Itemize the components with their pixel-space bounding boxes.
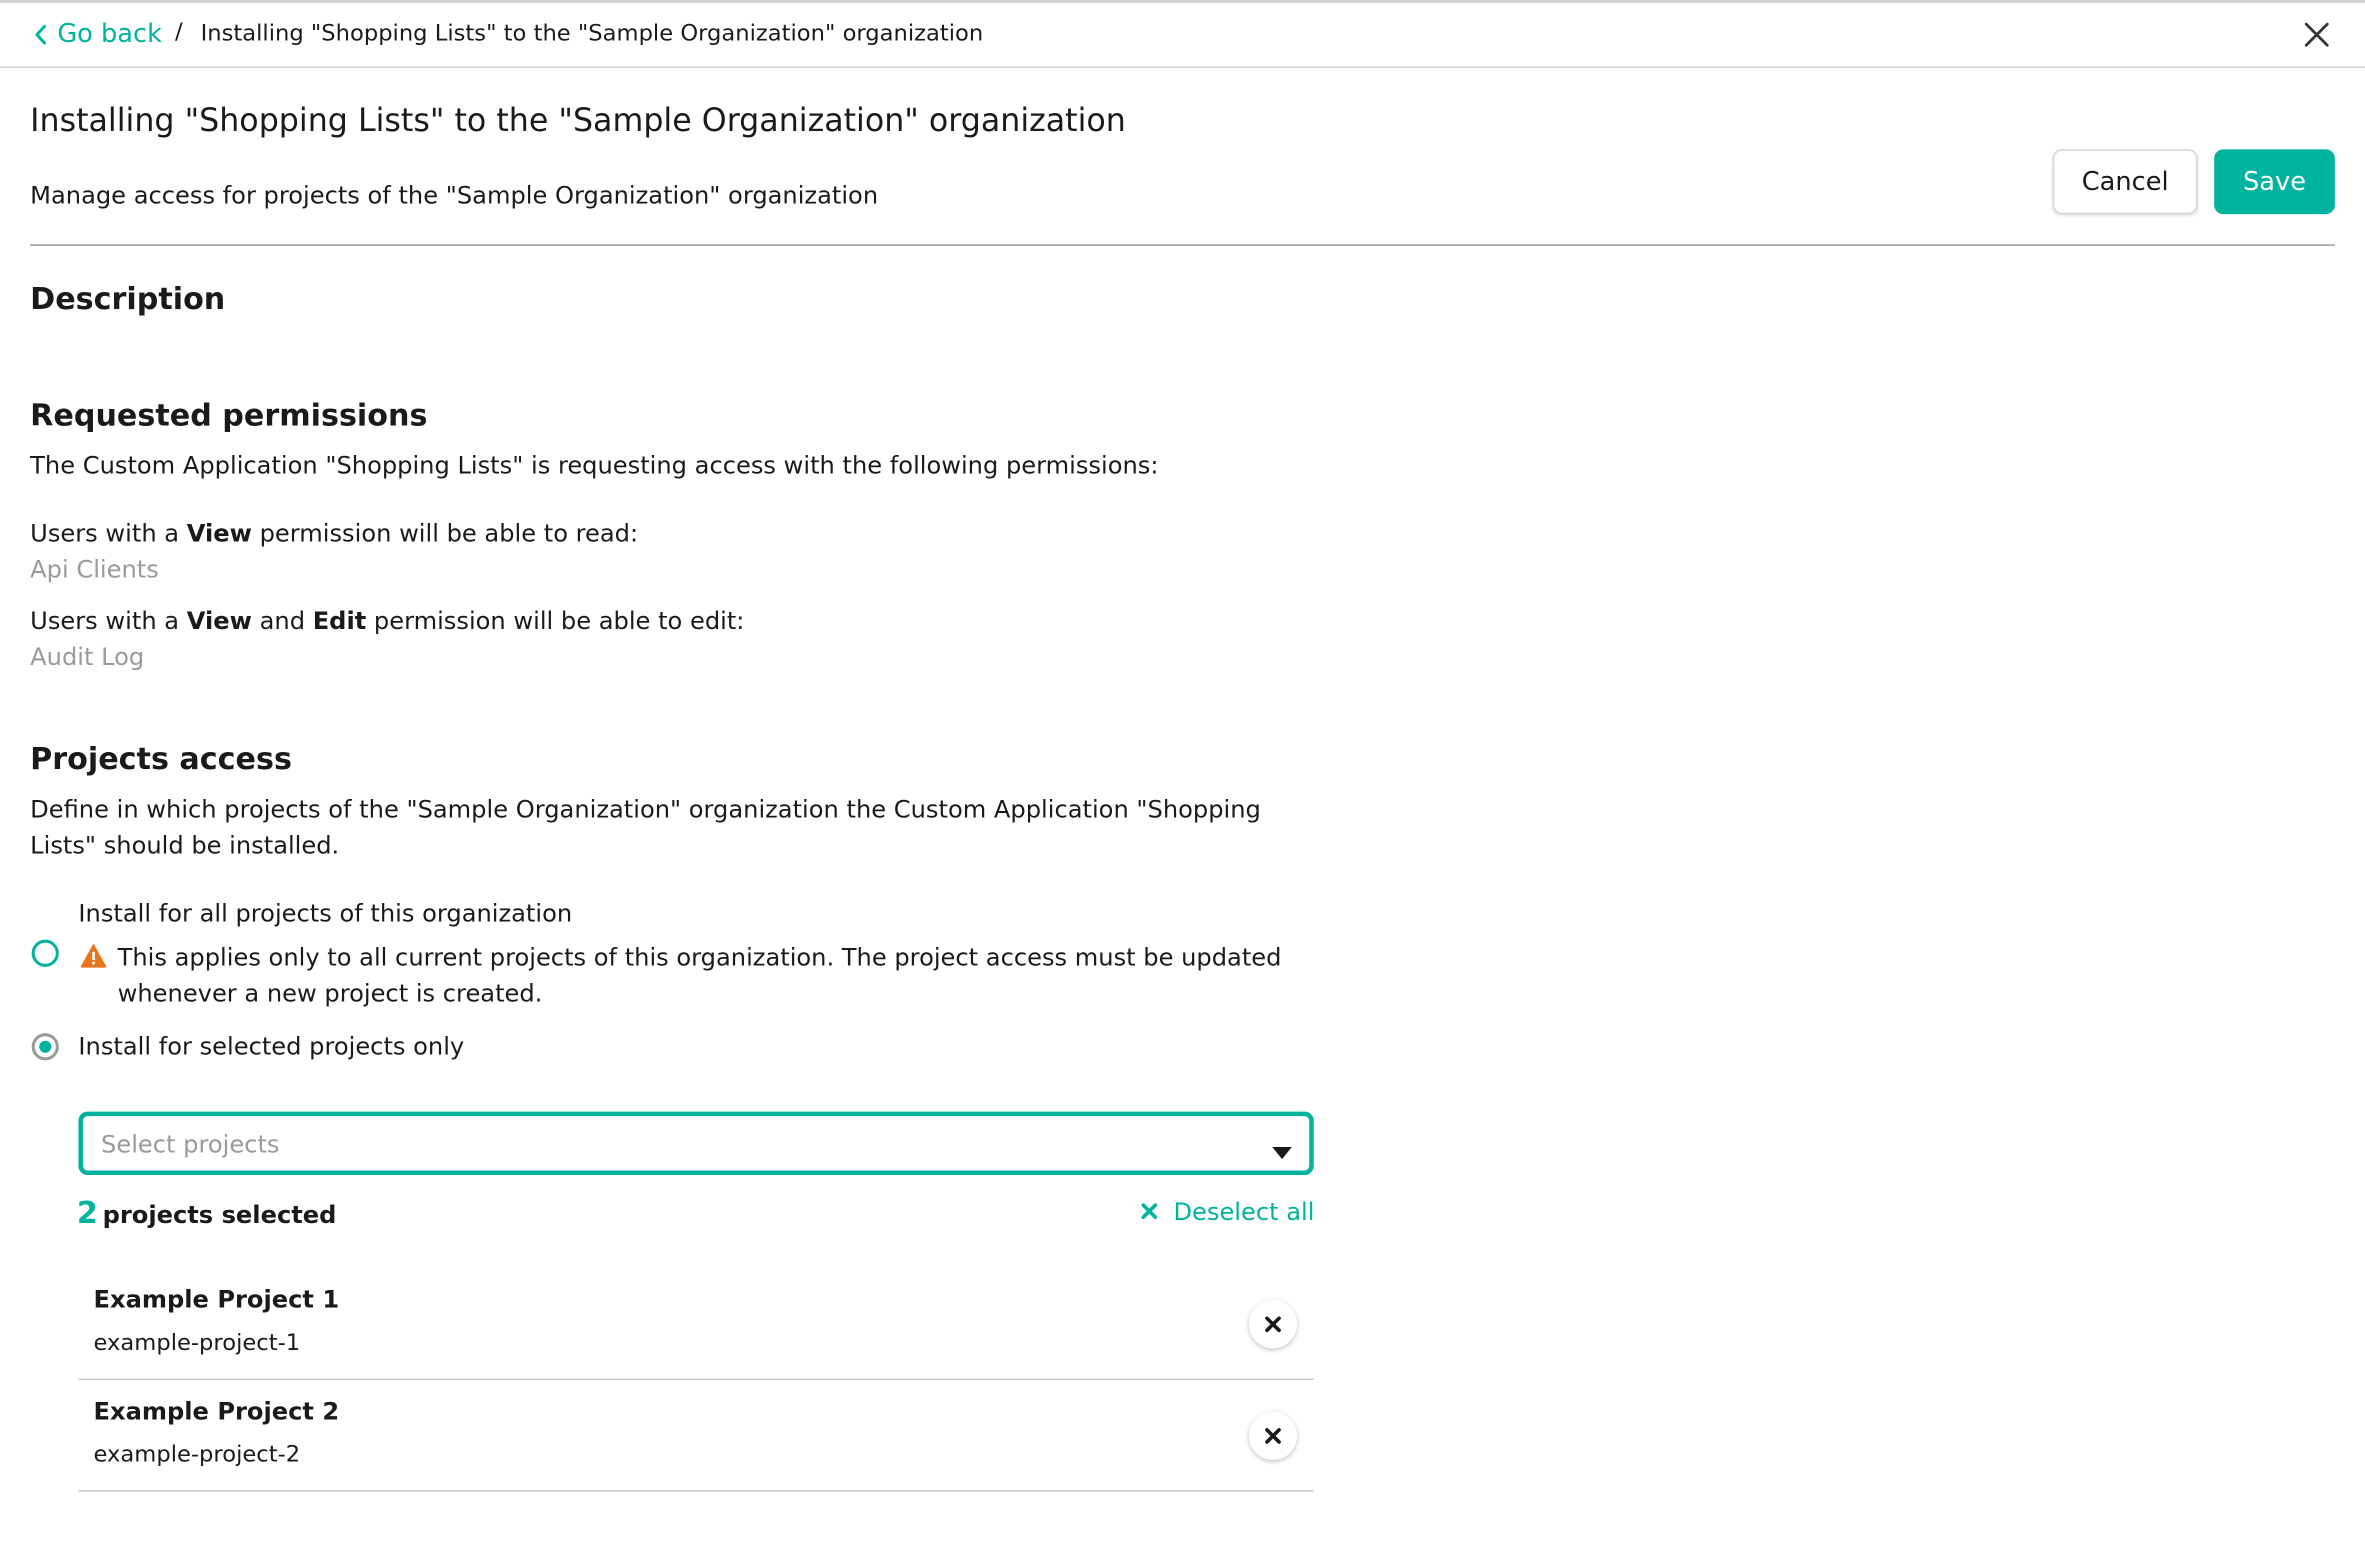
option-all-warning: This applies only to all current projects of this organization. The project access must be updated whenever a new project is created.	[117, 942, 1282, 1008]
description-heading: Description	[30, 280, 226, 317]
breadcrumb-current: Installing "Shopping Lists" to the "Sample Organization" organization	[200, 19, 984, 47]
projects-access-heading: Projects access	[30, 740, 292, 777]
chevron-left-icon	[33, 24, 48, 45]
permissions-intro: The Custom Application "Shopping Lists" is requesting access with the following permissions:	[30, 450, 1159, 480]
project-row	[78, 1380, 1313, 1492]
selected-count-label: projects selected	[102, 1200, 337, 1230]
page-subtitle: Manage access for projects of the "Sample Organization" organization	[30, 180, 879, 210]
go-back-label: Go back	[57, 19, 162, 50]
remove-project-button[interactable]	[1249, 1412, 1297, 1460]
caret-down-icon	[1271, 1137, 1292, 1151]
header-divider	[30, 244, 2335, 246]
save-button[interactable]: Save	[2214, 149, 2335, 214]
edit-suffix: permission will be able to edit:	[366, 606, 745, 635]
select-projects-dropdown[interactable]	[78, 1112, 1313, 1175]
warning-icon	[80, 943, 107, 970]
edit-prefix: Users with a	[30, 606, 187, 635]
selected-count: 2	[76, 1194, 98, 1231]
edit-permission-value: Audit Log	[30, 642, 145, 672]
breadcrumb-separator: /	[174, 18, 183, 46]
edit-view-word: View	[186, 606, 252, 635]
radio-selected-projects[interactable]	[32, 1033, 59, 1060]
close-icon	[1264, 1422, 1282, 1451]
remove-project-button[interactable]	[1249, 1300, 1297, 1348]
close-icon[interactable]	[2302, 20, 2332, 50]
deselect-all-button[interactable]	[1140, 1198, 1314, 1227]
view-permission-line	[30, 519, 638, 548]
edit-permission-line	[30, 606, 744, 635]
project-row	[78, 1268, 1313, 1380]
project-name: Example Project 1	[93, 1285, 340, 1314]
cancel-button[interactable]: Cancel	[2053, 149, 2198, 214]
edit-and: and	[251, 606, 313, 635]
project-key: example-project-2	[93, 1440, 301, 1468]
view-suffix: permission will be able to read:	[251, 518, 639, 548]
page-title: Installing "Shopping Lists" to the "Sample Organization" organization	[30, 102, 1126, 139]
go-back-link[interactable]	[33, 18, 162, 51]
topbar	[0, 3, 2365, 68]
option-all-label: Install for all projects of this organization	[78, 898, 573, 928]
projects-access-intro: Define in which projects of the "Sample Organization" organization the Custom Application "Shopping Lists" should be installed.	[30, 794, 1261, 860]
view-word: View	[186, 518, 252, 548]
option-selected-label: Install for selected projects only	[78, 1031, 465, 1061]
project-key: example-project-1	[93, 1328, 301, 1356]
view-permission-value: Api Clients	[30, 555, 159, 584]
project-name: Example Project 2	[93, 1396, 340, 1426]
radio-all-projects[interactable]	[32, 940, 59, 967]
deselect-all-label: Deselect all	[1173, 1197, 1315, 1227]
edit-word: Edit	[312, 606, 367, 635]
close-icon	[1140, 1198, 1158, 1227]
view-prefix: Users with a	[30, 518, 187, 548]
close-icon	[1264, 1310, 1282, 1339]
permissions-heading: Requested permissions	[30, 396, 428, 433]
select-placeholder: Select projects	[101, 1129, 280, 1159]
